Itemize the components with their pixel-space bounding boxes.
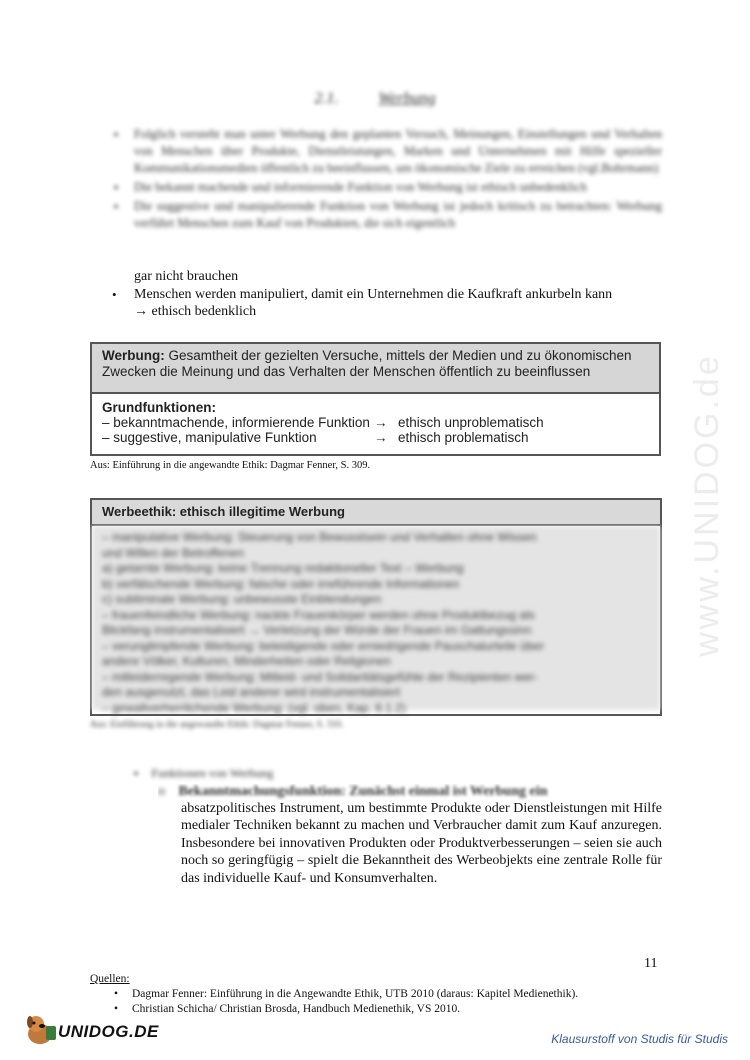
body-paragraph: absatzpolitisches Instrument, um bestimmte Produkte oder Dienstleistungen mit Hilfe medialer Techniken bekannt zu machen und Verbraucher damit zum Kauf anzuregen. Insbesondere bei innovativen Produkten oder Produktverbesserungen – seien sie auch noch so geringfügig – spielt die Bekanntheit des Werbeobjekts eine zentrale Rolle für das individuelle Kauf- und Konsumverhalten. xyxy=(181,801,662,886)
square-bullet-icon: ▪ xyxy=(134,766,139,780)
functions-heading-text: Funktionen von Werbung xyxy=(151,766,274,780)
ethics-line: b) verfälschende Werbung: falsche oder irreführende Informationen xyxy=(102,576,460,591)
ethics-line: den ausgenutzt, das Leid anderer wird instrumentalisiert xyxy=(102,685,401,699)
ethics-box xyxy=(90,498,662,716)
watermark-text: www.UNIDOG.de xyxy=(688,353,726,657)
dog-icon xyxy=(22,1012,62,1048)
functions-section xyxy=(92,394,659,451)
ethics-box-title: Werbeethik: ethisch illegitime Werbung xyxy=(92,500,660,526)
blurred-bullet-list xyxy=(112,126,662,232)
continuation-text: gar nicht brauchen xyxy=(134,269,239,284)
blurred-bullet-3: ▪ Die suggestive und manipulierende Funktion von Werbung ist jedoch kritisch zu betrachten: Werbung verführt Menschen zum Kauf von Produkten, die sich eigentlich xyxy=(112,198,662,232)
ethics-line: – manipulative Werbung: Steuerung von Bewusstsein und Verhalten ohne Wissen xyxy=(102,530,537,544)
ethics-line: – gewaltverherrlichende Werbung: (vgl. oben, Kap. 6.1.2) xyxy=(102,700,406,715)
functions-title: Grundfunktionen: xyxy=(102,400,216,415)
ethics-line: Blickfang instrumentalisiert → Verletzung der Würde der Frauen im Gattungssinn xyxy=(102,623,532,637)
function-label: – bekanntmachende, informierende Funktion xyxy=(102,415,370,430)
definition-term: Werbung: xyxy=(102,348,165,363)
blurred-bullet-2: ▪ Die bekannt machende und informierende Funktion von Werbung ist ethisch unbedenklich xyxy=(112,179,662,196)
source-item: • Dagmar Fenner: Einführung in die Angewandte Ethik, UTB 2010 (daraus: Kapitel Medienethik). xyxy=(90,987,578,1002)
ethics-line: – mitleiderregende Werbung: Mitleid- und Solidaritätsgefühle der Rezipienten wer- xyxy=(102,669,539,684)
ethically-questionable-text: ethisch bedenklich xyxy=(151,304,257,319)
ethics-line: c) subliminale Werbung: unbewusste Einblendungen xyxy=(102,592,382,606)
ethically-questionable-line xyxy=(134,303,256,320)
blurred-bullet-1: ▪ Folglich versteht man unter Werbung den geplanten Versuch, Meinungen, Einstellungen und Verhalten von Menschen über Produkte, Dienstleistungen, Marken und Unternehmen mit Hilfe spezieller Kommunikationsmedien öffentlich zu beeinflussen, um ökonomische Ziele zu erreichen (vgl.Bohrmann) xyxy=(112,126,662,177)
ethics-line: – verunglimpfende Werbung: beleidigende oder erniedrigende Pauschalurteile über xyxy=(102,638,545,653)
arrow-icon: → xyxy=(374,430,388,445)
function-label: – suggestive, manipulative Funktion xyxy=(102,430,317,445)
caption-box1: Aus: Einführung in die angewandte Ethik: Dagmar Fenner, S. 309. xyxy=(90,460,371,471)
section-number: 2.1. xyxy=(314,90,339,107)
bullet-dot: • xyxy=(112,287,117,302)
definition-header xyxy=(92,344,659,394)
ethics-line: – frauenfeindliche Werbung: nackte Frauenkörper werden ohne Produktbezug als xyxy=(102,607,535,622)
subitem-lead xyxy=(158,784,662,800)
watermark xyxy=(688,280,728,730)
sources-title: Quellen: xyxy=(90,973,130,985)
ethics-line: a) getarnte Werbung: keine Trennung redaktioneller Text – Werbung xyxy=(102,561,464,575)
ethics-line: und Willen der Betroffenen xyxy=(102,545,244,560)
caption-box2: Aus: Einführung in die angewandte Ethik: Dagmar Fenner, S. 310. xyxy=(90,720,344,730)
logo-text: UNIDOG.DE xyxy=(58,1022,159,1041)
definition-text: Gesamtheit der gezielten Versuche, mittels der Medien und zu ökonomischen Zwecken die Meinung und das Verhalten der Menschen öffentlich zu beeinflussen xyxy=(102,348,632,379)
function-result: ethisch problematisch xyxy=(398,430,529,445)
function-row xyxy=(102,430,649,445)
ethics-line: andere Völker, Kulturen, Minderheiten oder Religionen xyxy=(102,654,391,668)
function-row xyxy=(102,415,649,430)
arrow-icon: → xyxy=(374,415,388,430)
bullet-manipulation-text: Menschen werden manipuliert, damit ein Unternehmen die Kaufkraft ankurbeln kann xyxy=(134,287,613,302)
footer-slogan: Klausurstoff von Studis für Studis xyxy=(551,1032,728,1046)
page-number: 11 xyxy=(644,956,658,971)
source-item: • Christian Schicha/ Christian Brosda, Handbuch Medienethik, VS 2010. xyxy=(90,1002,578,1017)
definition-box xyxy=(90,342,661,456)
arrow-icon: → xyxy=(134,304,148,319)
function-result: ethisch unproblematisch xyxy=(398,415,544,430)
section-heading xyxy=(0,90,750,108)
functions-heading xyxy=(134,766,273,781)
ethics-box-body xyxy=(92,526,660,715)
sources xyxy=(90,972,578,1017)
section-title: Werbung xyxy=(378,90,436,107)
circle-bullet-icon: o xyxy=(158,784,165,799)
subitem-lead-text: Bekanntmachungsfunktion: Zunächst einmal ist Werbung ein xyxy=(178,784,548,799)
